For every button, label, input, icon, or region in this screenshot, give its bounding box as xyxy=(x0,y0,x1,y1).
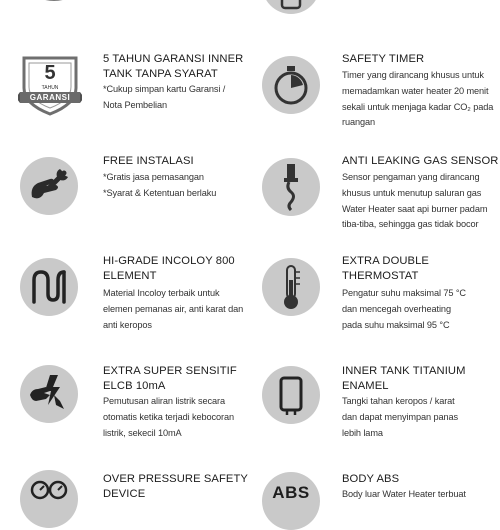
shield-partial-icon xyxy=(28,0,80,8)
feature-description: Timer yang dirancang khusus untuk memadamkan water heater 20 menit sekali untuk menjaga kadar CO₂ pada ruangan xyxy=(342,70,494,128)
feature-description: *Gratis jasa pemasangan *Syarat & Ketentuan berlaku xyxy=(103,172,217,198)
warranty-shield-icon xyxy=(18,54,82,116)
feature-title: EXTRA DOUBLE THERMOSTAT xyxy=(342,255,429,282)
warranty-ribbon-label: GARANSI xyxy=(29,93,71,102)
pressure-gauge-icon xyxy=(20,470,78,528)
feature-description: Pengatur suhu maksimal 75 °C dan mencegah overheating pada suhu maksimal 95 °C xyxy=(342,288,466,330)
gas-sensor-icon xyxy=(262,158,320,216)
wrench-hand-icon xyxy=(20,157,78,215)
feature-title: INNER TANK TITANIUM ENAMEL xyxy=(342,365,466,392)
feature-description: *Cukup simpan kartu Garansi / Nota Pembelian xyxy=(103,84,226,110)
feature-description: Tangki tahan keropos / karat dan dapat menyimpan panas lebih lama xyxy=(342,396,459,438)
partial-circle-icon xyxy=(262,0,320,14)
feature-description: Pemutusan aliran listrik secara otomatis ketika terjadi kebocoran listrik, sekecil 10mA xyxy=(103,396,235,438)
feature-description: Body luar Water Heater terbuat xyxy=(342,489,466,499)
abs-icon xyxy=(262,472,320,530)
feature-title: BODY ABS xyxy=(342,473,400,485)
heating-element-icon xyxy=(20,258,78,316)
feature-title: FREE INSTALASI xyxy=(103,155,194,167)
thermometer-icon xyxy=(262,258,320,316)
feature-description: Material Incoloy terbaik untuk elemen pemanas air, anti karat dan anti keropos xyxy=(103,288,244,330)
water-tank-icon xyxy=(262,366,320,424)
feature-title: 5 TAHUN GARANSI INNER TANK TANPA SYARAT xyxy=(103,53,244,80)
feature-title: SAFETY TIMER xyxy=(342,53,425,65)
feature-title: EXTRA SUPER SENSITIF ELCB 10mA xyxy=(103,365,237,392)
warranty-number: 5 xyxy=(44,62,56,84)
feature-description: Sensor pengaman yang dirancang khusus untuk menutup saluran gas Water Heater saat api burner padam tiba-tiba, sehingga gas tidak bocor xyxy=(342,172,488,230)
feature-title: HI-GRADE INCOLOY 800 ELEMENT xyxy=(103,255,235,282)
abs-icon-text: ABS xyxy=(272,483,310,502)
warranty-small-label: TAHUN xyxy=(41,85,59,91)
feature-title: OVER PRESSURE SAFETY DEVICE xyxy=(103,473,248,500)
lightning-hand-icon xyxy=(20,365,78,423)
feature-title: ANTI LEAKING GAS SENSOR xyxy=(342,155,499,167)
stopwatch-icon xyxy=(262,56,320,114)
